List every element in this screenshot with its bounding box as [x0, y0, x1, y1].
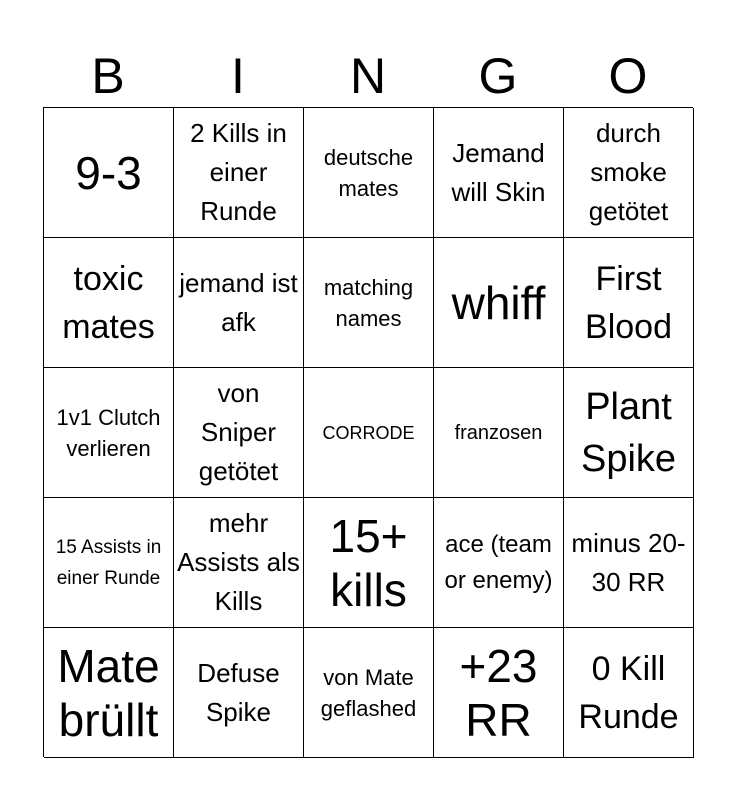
bingo-cell[interactable]	[174, 498, 304, 628]
bingo-cell[interactable]	[174, 628, 304, 758]
bingo-header	[43, 48, 693, 104]
bingo-cell[interactable]	[564, 368, 694, 498]
cell-label: CORRODE	[322, 422, 415, 443]
cell-label: +23 RR	[459, 639, 538, 746]
bingo-cell[interactable]	[434, 108, 564, 238]
bingo-cell[interactable]	[564, 238, 694, 368]
bingo-cell[interactable]	[44, 628, 174, 758]
cell-label: toxic mates	[62, 259, 155, 346]
cell-label: matching names	[323, 274, 414, 331]
bingo-cell[interactable]	[564, 628, 694, 758]
cell-label: whiff	[451, 276, 546, 329]
bingo-cell[interactable]	[434, 628, 564, 758]
cell-label: von Mate geflashed	[320, 664, 417, 721]
cell-label: Plant Spike	[580, 385, 677, 480]
cell-label: franzosen	[454, 421, 543, 444]
cell-label: Jemand will Skin	[451, 137, 546, 207]
header-letter-i: I	[231, 48, 245, 104]
bingo-cell[interactable]	[434, 238, 564, 368]
header-letter-n: N	[349, 48, 387, 104]
bingo-cell[interactable]	[564, 108, 694, 238]
bingo-cell[interactable]	[304, 498, 434, 628]
cell-label: durch smoke getötet	[588, 118, 669, 226]
bingo-cell[interactable]	[174, 238, 304, 368]
cell-label: 15+ kills	[329, 509, 408, 616]
cell-label: 9-3	[75, 146, 142, 199]
cell-label: mehr Assists als Kills	[177, 508, 300, 616]
bingo-cell[interactable]	[174, 108, 304, 238]
bingo-cell[interactable]	[304, 368, 434, 498]
cell-label: Defuse Spike	[197, 657, 280, 727]
bingo-cell[interactable]	[174, 368, 304, 498]
cell-label: 0 Kill Runde	[578, 649, 679, 736]
bingo-cell[interactable]	[564, 498, 694, 628]
header-letter-g: G	[478, 48, 518, 104]
bingo-cell[interactable]	[44, 368, 174, 498]
bingo-cell[interactable]	[44, 108, 174, 238]
cell-label: 1v1 Clutch verlieren	[56, 404, 161, 461]
bingo-cell[interactable]	[304, 108, 434, 238]
cell-label: deutsche mates	[323, 144, 414, 201]
cell-label: Mate brüllt	[57, 639, 160, 746]
bingo-cell[interactable]	[44, 238, 174, 368]
cell-label: minus 20-30 RR	[571, 527, 686, 597]
cell-label: jemand ist afk	[179, 267, 298, 337]
cell-label: ace (team or enemy)	[444, 530, 553, 594]
bingo-cell[interactable]	[434, 368, 564, 498]
bingo-cell[interactable]	[304, 238, 434, 368]
header-letter-o: O	[608, 48, 648, 104]
header-letter-b: B	[91, 48, 125, 104]
bingo-grid	[43, 107, 693, 757]
bingo-cell[interactable]	[434, 498, 564, 628]
cell-label: 2 Kills in einer Runde	[190, 118, 287, 226]
bingo-cell[interactable]	[44, 498, 174, 628]
cell-label: First Blood	[585, 259, 672, 346]
bingo-cell[interactable]	[304, 628, 434, 758]
cell-label: von Sniper getötet	[198, 378, 279, 486]
cell-label: 15 Assists in einer Runde	[55, 536, 162, 589]
